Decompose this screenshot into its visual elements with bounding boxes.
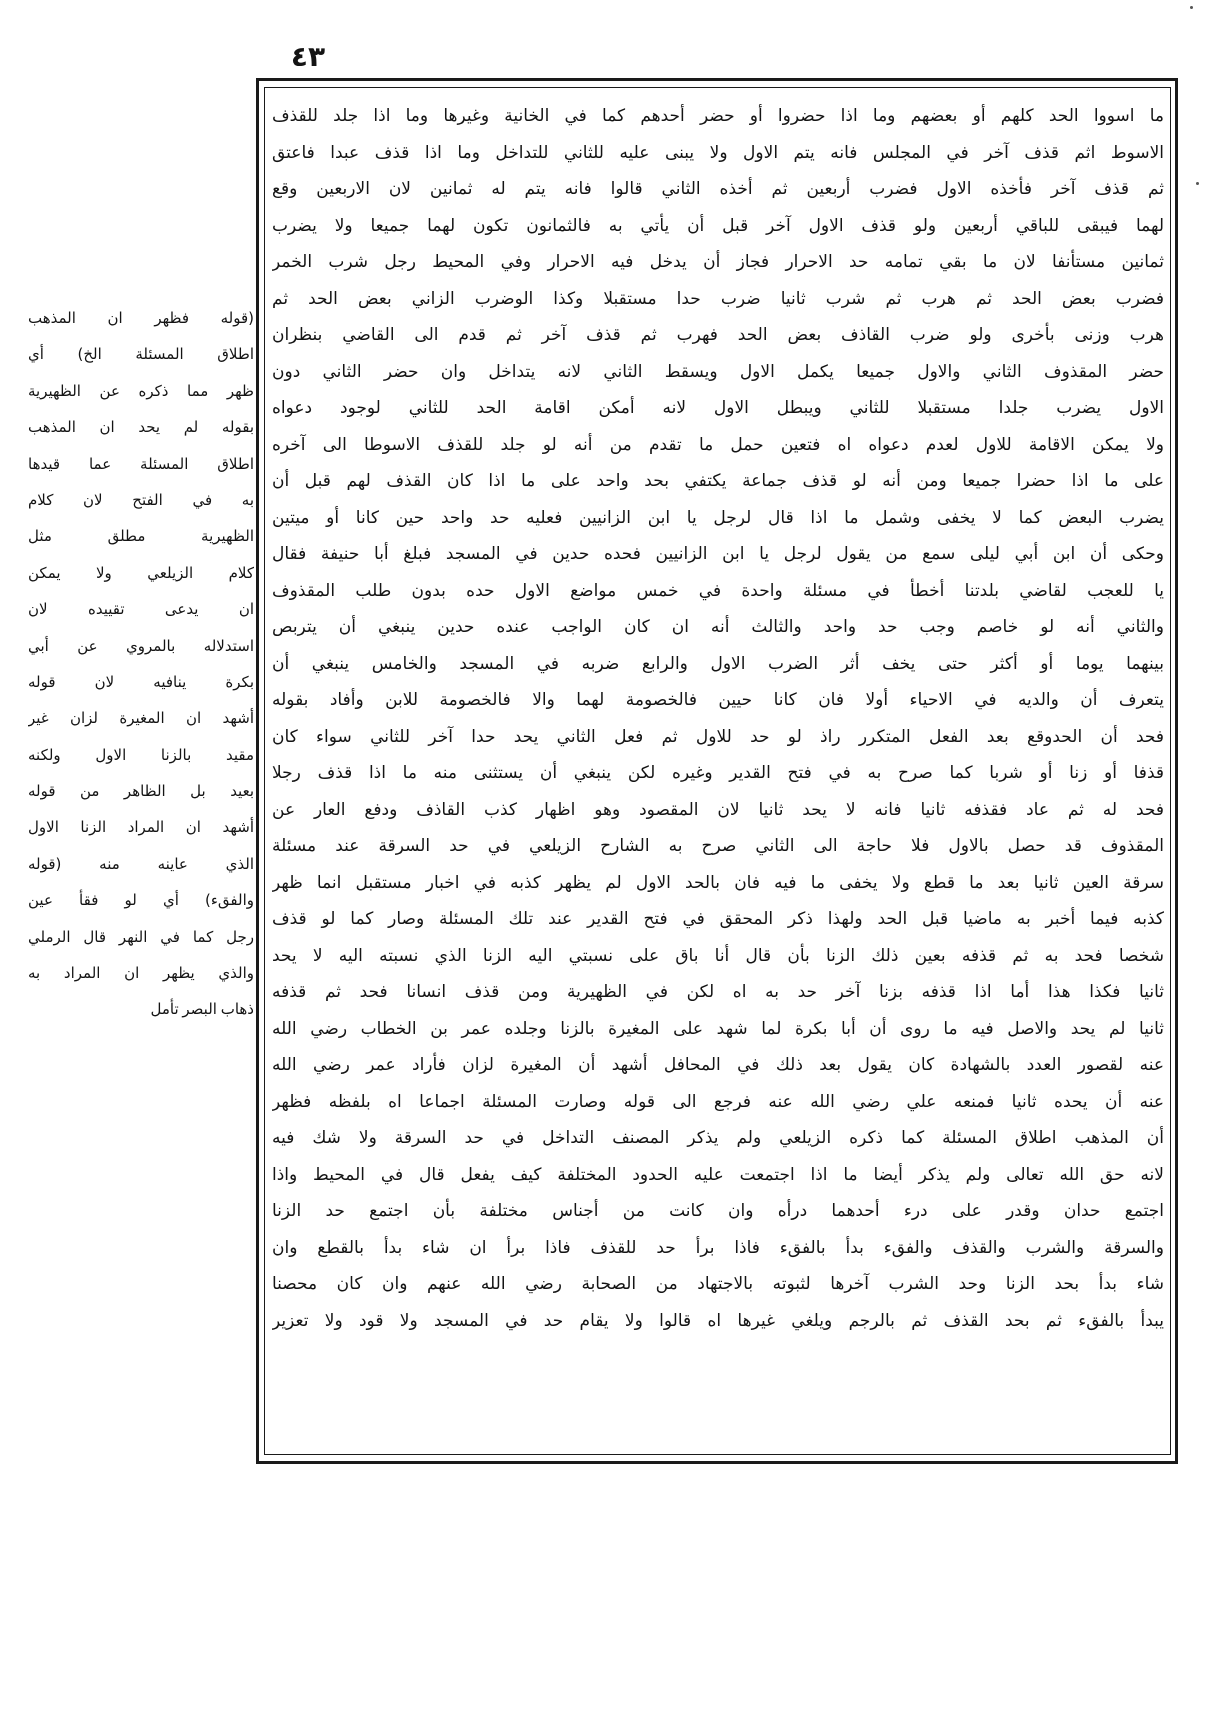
main-text-line: أن المذهب اطلاق المسئلة كما ذكره الزيلعي ولم يذكر المصنف التداخل في حد السرقة ولا شك فيه <box>272 1128 1164 1148</box>
margin-commentary <box>28 300 254 1060</box>
main-text-line: شخصا فحد به ثم قذفه بعين ذلك الزنا بأن قال أنا باق على نسبتي اليه الزنا الذي نسبته اليه لا يحد <box>272 945 1164 966</box>
margin-note-line: الظهيرية مطلق مثل <box>28 527 254 546</box>
main-text-line: شاء بدأ بحد الزنا وحد الشرب آخرها لثبوته بالاجتهاد من الصحابة رضي الله عنهم وان كان محصنا <box>272 1274 1164 1294</box>
main-text-line: فضرب بعض الحد ثم هرب ثم شرب ثانيا ضرب حدا مستقبلا وكذا الوضرب الزاني بعض الحد ثم <box>272 288 1164 309</box>
main-text-block <box>272 98 1164 1448</box>
margin-note-line: ذهاب البصر تأمل <box>150 1000 254 1019</box>
margin-note-line: بقوله لم يحد ان المذهب <box>28 418 254 437</box>
main-text-line: الاول يضرب جلدا مستقبلا للثاني ويبطل الاول لانه أمكن اقامة الحد للثاني لوجود دعواه <box>272 398 1164 418</box>
page-number: ٤٣ <box>290 40 326 73</box>
margin-note-line: ان يدعى تقييده لان <box>28 600 254 619</box>
margin-note-line: أشهد ان المغيرة لزان غير <box>28 709 254 728</box>
main-text-line: ولا يمكن الاقامة للاول لعدم دعواه اه فتعين حمل ما تقدم من أنه لو جلد للقذف الاسوطا الى آخره <box>272 434 1164 455</box>
main-text-line: والثاني أنه لو خاصم وجب حد واحد والثالث أنه ان كان الواجب عنده حدين ينبغي أن يتربص <box>272 617 1164 637</box>
main-text-line: ثانيا لم يحد والاصل فيه ما روى أن أبا بكرة لما شهد على المغيرة بالزنا وجلده عمر بن الخطاب رضي الله <box>272 1018 1164 1039</box>
main-text-line: والسرقة والشرب والقذف والفقء بدأ بالفقء فاذا برأ حد للقذف فاذا برأ ان شاء بدأ بالقطع وان <box>272 1237 1164 1258</box>
main-text-line: هرب وزنى بأخرى ولو ضرب القاذف بعض الحد فهرب ثم قذف آخر ثم قدم الى القاضي بنظران <box>272 325 1164 345</box>
main-text-line: ما اسووا الحد كلهم أو بعضهم وما اذا حضروا أو حضر أحدهم كما في الخانية وغيرها وما اذا جلد للقذف <box>272 106 1164 126</box>
main-text-line: سرقة العين ثانيا بعد ما قطع ولا يخفى ما فيه فان بالحد الاول لم يظهر كذبه في اخبار مستقبل انما ظهر <box>272 872 1164 893</box>
main-text-line: قذفا أو زنا أو شربا كما صرح به في فتح القدير وغيره لكن ينبغي أن يستثنى منه ما اذا قذف رجلا <box>272 763 1164 783</box>
main-text-line: لهما فيبقى للباقي أربعين ولو قذف الاول آخر قبل أن يأتي به فالثمانون تكون لهما جميعا ولا يضرب <box>272 215 1164 236</box>
margin-note-line: استدلاله بالمروي عن أبي <box>28 636 254 655</box>
scan-speck <box>1196 182 1199 185</box>
scan-speck <box>1190 6 1193 9</box>
margin-note-line: كلام الزيلعي ولا يمكن <box>28 563 254 582</box>
main-text-line: حضر المقذوف الثاني والاول جميعا يكمل الاول ويسقط الثاني لانه يتداخل وان حضر الثاني دون <box>272 361 1164 382</box>
main-text-line: يبدأ بالفقء ثم بحد القذف ثم بالرجم ويلغي غيرها اه قالوا ولا يقام حد في المسجد ولا قود ولا تعزير <box>272 1310 1164 1331</box>
main-text-line: فحد له ثم عاد فقذفه ثانيا فانه لا يحد ثانيا لان المقصود وهو اظهار كذب القاذف ودفع العار عن <box>272 799 1164 820</box>
main-text-line: على ما اذا حضرا جميعا ومن أنه لو قذف جماعة يكتفي بحد واحد على ما اذا كان القذف لهم قبل أن <box>272 471 1164 491</box>
main-text-line: الاسوط اثم قذف آخر في المجلس فانه يتم الاول ولا يبنى عليه للثاني للتداخل وما اذا قذف عبدا فاعتق <box>272 142 1164 163</box>
main-text-line: اجتمع حدان وقدر على درء أحدهما درأه وان كانت من أجناس مختلفة بأن اجتمع حد الزنا <box>272 1201 1164 1221</box>
margin-note-line: به في الفتح لان كلام <box>28 490 254 509</box>
main-text-line: لانه حق الله تعالى ولم يذكر أيضا ما اذا اجتمعت عليه الحدود المختلفة كيف يفعل قال في المحيط واذا <box>272 1164 1164 1185</box>
margin-note-line: والفقء) أي لو فقأ عين <box>28 891 254 910</box>
main-text-line: فحد أن الحدوقع بعد الفعل المتكرر راذ لو حد للاول ثم فعل الثاني يحد حدا آخر للثاني سواء كان <box>272 726 1164 747</box>
margin-note-line: اطلاق المسئلة عما قيدها <box>28 454 254 473</box>
margin-note-line: ظهر مما ذكره عن الظهيرية <box>28 381 254 400</box>
main-text-line: عنه أن يحده ثانيا فمنعه علي رضي الله عنه فرجع الى قوله وصارت المسئلة اجماعا اه بلفظه فظهر <box>272 1091 1164 1112</box>
main-text-line: يتعرف أن والديه في الاحياء أولا فان كانا حيين فالخصومة لهما والا فالخصومة للابن وأفاد بقوله <box>272 690 1164 710</box>
margin-note-line: (قوله فظهر ان المذهب <box>28 309 254 327</box>
main-text-line: المقذوف قد حصل بالاول فلا حاجة الى الثاني صرح به الشارح الزيلعي في حد السرقة عند مسئلة <box>272 836 1164 856</box>
main-text-line: ثانيا فكذا هذا أما اذا قذفه بزنا آخر حد به اه لكن في الظهيرية ومن قذف انسانا فحد ثم قذفه <box>272 982 1164 1002</box>
main-text-line: وحكى أن ابن أبي ليلى سمع من يقول لرجل يا ابن الزانيين فحده حدين في المسجد فبلغ أبا حنيفة فقال <box>272 544 1164 564</box>
margin-note-line: رجل كما في النهر قال الرملي <box>28 927 254 946</box>
main-text-line: كذبه فيما أخبر به ماضيا قبل الحد ولهذا ذكر المحقق في فتح القدير عند تلك المسئلة وصار كما لو قذف <box>272 909 1164 929</box>
margin-note-line: الذي عاينه منه (قوله <box>28 854 254 873</box>
main-text-line: عنه لقصور العدد بالشهادة كان يقول بعد ذلك في المحافل أشهد أن المغيرة لزان فأراد عمر رضي الله <box>272 1055 1164 1075</box>
main-text-line: يا للعجب لقاضي بلدتنا أخطأ في مسئلة واحدة في خمس مواضع الاول حده بدون طلب المقذوف <box>272 580 1164 601</box>
margin-note-line: والذي يظهر ان المراد به <box>28 964 254 983</box>
margin-note-line: أشهد ان المراد الزنا الاول <box>28 818 254 837</box>
margin-note-line: اطلاق المسئلة الخ) أي <box>28 345 254 364</box>
margin-note-line: بكرة ينافيه لان قوله <box>28 672 254 691</box>
main-text-line: بينهما يوما أو أكثر حتى يخف أثر الضرب الاول والرابع ضربه في المسجد والخامس ينبغي أن <box>272 653 1164 674</box>
main-text-line: يضرب البعض كما لا يخفى وشمل ما اذا قال لرجل يا ابن الزانيين فعليه حد واحد حين كانا أو ميتين <box>272 507 1164 528</box>
margin-note-line: بعيد بل الظاهر من قوله <box>28 782 254 801</box>
margin-note-line: مقيد بالزنا الاول ولكنه <box>28 745 254 764</box>
main-text-line: ثمانين مستأنفا لان ما بقي تمامه حد الاحرار فجاز أن يدخل فيه الاحرار وفي المحيط رجل شرب الخمر <box>272 252 1164 272</box>
main-text-line: ثم قذف آخر فأخذه الاول فضرب أربعين ثم أخذه الثاني قالوا فانه يتم له ثمانين لان الاربعين وقع <box>272 179 1164 199</box>
